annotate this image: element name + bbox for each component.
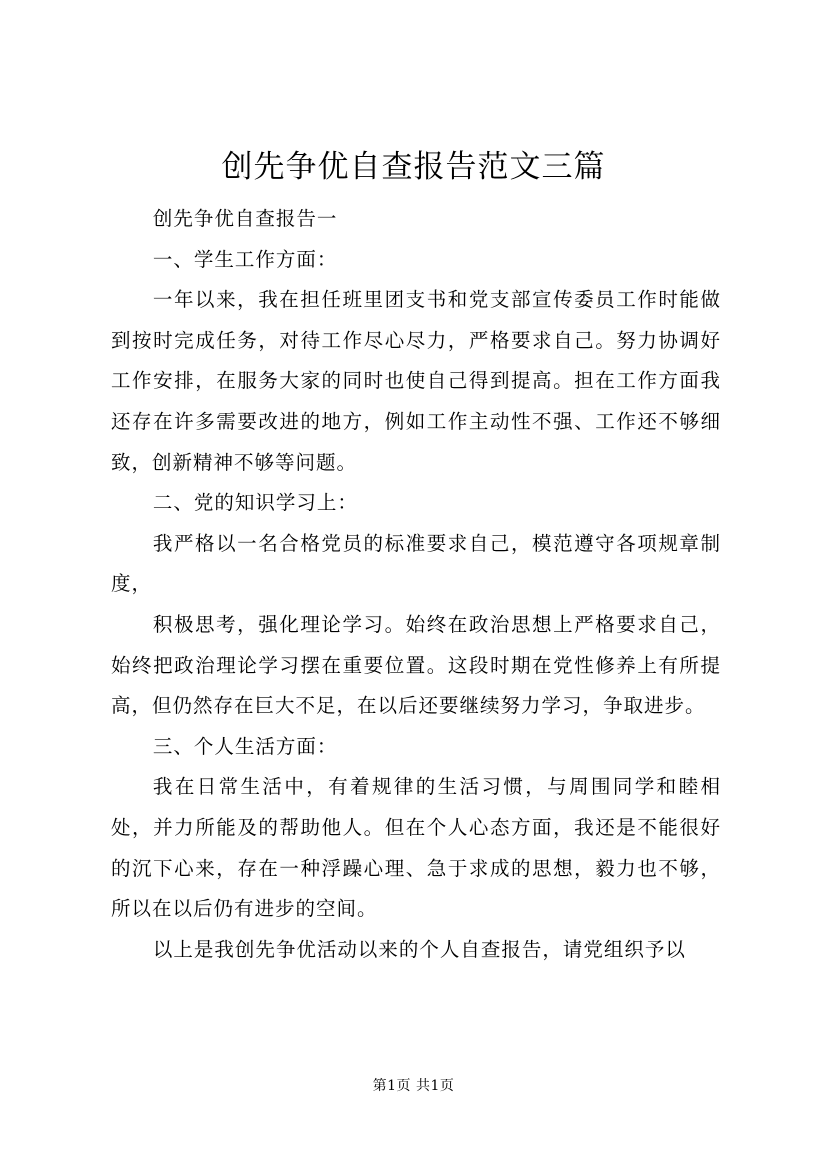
paragraph-party-study-1: 我严格以一名合格党员的标准要求自己，模范遵守各项规章制度， xyxy=(111,531,721,596)
page-footer: 第1页 共1页 xyxy=(372,1078,455,1094)
report-subtitle: 创先争优自查报告一 xyxy=(152,207,338,230)
paragraph-conclusion: 以上是我创先争优活动以来的个人自查报告，请党组织予以 xyxy=(152,937,686,961)
section-heading-personal-life: 三、个人生活方面： xyxy=(152,734,338,758)
paragraph-personal-life: 我在日常生活中，有着规律的生活习惯，与周围同学和睦相处，并力所能及的帮助他人。但在个人心态方面，我还是不能很好的沉下心来，存在一种浮躁心理、急于求成的思想，毅力也不够，所以在以后仍有进步的空间。 xyxy=(111,775,721,921)
document-title: 创先争优自查报告范文三篇 xyxy=(221,149,606,185)
paragraph-student-work: 一年以来，我在担任班里团支书和党支部宣传委员工作时能做到按时完成任务，对待工作尽心尽力，严格要求自己。努力协调好工作安排，在服务大家的同时也使自己得到提高。担在工作方面我还存在许多需要改进的地方，例如工作主动性不强、工作还不够细致，创新精神不够等问题。 xyxy=(111,288,721,474)
section-heading-student-work: 一、学生工作方面： xyxy=(152,247,338,271)
paragraph-party-study-2: 积极思考，强化理论学习。始终在政治思想上严格要求自己，始终把政治理论学习摆在重要位置。这段时期在党性修养上有所提高，但仍然存在巨大不足，在以后还要继续努力学习，争取进步。 xyxy=(111,612,721,718)
document-body xyxy=(111,199,721,970)
section-heading-party-study: 二、党的知识学习上： xyxy=(152,491,358,515)
